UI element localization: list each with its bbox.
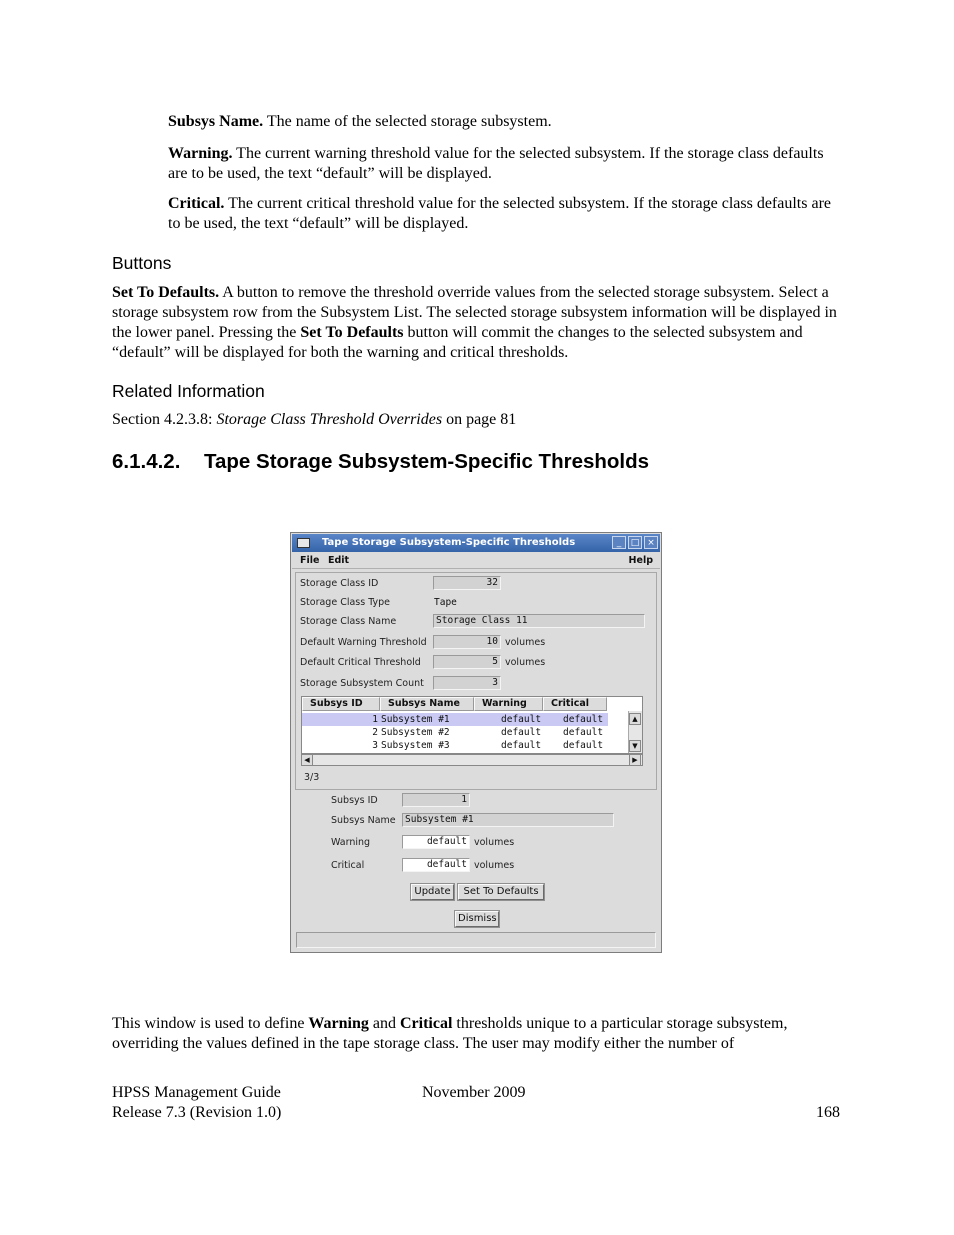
set-to-defaults-button[interactable]: Set To Defaults (458, 884, 544, 900)
storage-class-id-field: 32 (433, 576, 501, 590)
table-row[interactable]: 2 Subsystem #2 default default (372, 727, 604, 738)
subsys-name-field: Subsystem #1 (402, 813, 614, 827)
row-count: 3/3 (304, 772, 320, 783)
table-row[interactable]: 1 Subsystem #1 default default (302, 713, 608, 726)
footer-date: November 2009 (422, 1084, 526, 1101)
dismiss-button[interactable]: Dismiss (455, 911, 499, 927)
subsys-name-label: Subsys Name (331, 815, 396, 826)
window-title: Tape Storage Subsystem-Specific Thresholds (322, 537, 576, 548)
status-bar (296, 932, 656, 948)
critical-unit: volumes (474, 860, 515, 871)
column-header-subsys-id[interactable]: Subsys ID (302, 697, 380, 711)
column-header-subsys-name[interactable]: Subsys Name (380, 697, 474, 711)
scroll-up-icon[interactable]: ▲ (629, 713, 641, 725)
menu-edit[interactable]: Edit (328, 555, 350, 566)
scroll-left-icon[interactable]: ◀ (301, 754, 313, 766)
subsys-id-label: Subsys ID (331, 795, 378, 806)
set-to-defaults-description: Set To Defaults. A button to remove the threshold override values from the selected storage subsystem. Select a storage subsystem row from the Subsystem List. The selected storage subsystem information will be displayed in the lower panel. Pressing the Set To Defaults button will commit the changes to the selected subsystem and “default” will be displayed for both the warning and critical thresholds. (112, 284, 837, 361)
section-heading: 6.1.4.2. Tape Storage Subsystem-Specific Thresholds (112, 450, 650, 473)
default-warning-label: Default Warning Threshold (300, 637, 427, 648)
column-header-warning[interactable]: Warning (474, 697, 543, 711)
column-header-critical[interactable]: Critical (543, 697, 607, 711)
critical-input[interactable]: default (402, 858, 470, 872)
default-warning-field: 10 (433, 635, 501, 649)
page-number: 168 (816, 1104, 840, 1121)
warning-label: Warning (331, 837, 371, 848)
table-vertical-scrollbar[interactable] (628, 711, 642, 753)
def-critical: Critical. The current critical threshold value for the selected subsystem. If the storage class defaults are to be used, the text “default” will be displayed. (168, 195, 832, 232)
minimize-icon[interactable]: _ (612, 536, 626, 549)
def-subsys-name: Subsys Name. The name of the selected storage subsystem. (168, 113, 552, 130)
footer-release: Release 7.3 (Revision 1.0) (112, 1104, 282, 1121)
warning-unit: volumes (474, 837, 515, 848)
maximize-icon[interactable]: □ (628, 536, 642, 549)
def-warning: Warning. The current warning threshold value for the selected subsystem. If the storage class defaults are to be used, the text “default” will be displayed. (168, 145, 824, 182)
related-information-heading: Related Information (112, 381, 265, 401)
window-titlebar (292, 534, 660, 552)
window-description: This window is used to define Warning and Critical thresholds unique to a particular storage subsystem, overriding the values defined in the tape storage class. The user may modify either the number of (112, 1015, 788, 1052)
subsystem-count-field: 3 (433, 676, 501, 690)
update-button[interactable]: Update (411, 884, 454, 900)
subsys-id-field: 1 (402, 793, 470, 807)
default-critical-label: Default Critical Threshold (300, 657, 421, 668)
default-warning-unit: volumes (505, 637, 546, 648)
scroll-down-icon[interactable]: ▼ (629, 740, 641, 752)
thresholds-window (290, 532, 662, 953)
storage-class-name-label: Storage Class Name (300, 616, 397, 627)
buttons-heading: Buttons (112, 253, 172, 273)
menu-bar (292, 553, 660, 569)
table-horizontal-scrollbar[interactable] (301, 754, 643, 766)
storage-class-name-field: Storage Class 11 (433, 614, 645, 628)
menu-help[interactable]: Help (628, 555, 653, 566)
default-critical-field: 5 (433, 655, 501, 669)
storage-class-id-label: Storage Class ID (300, 578, 379, 589)
footer-guide-title: HPSS Management Guide (112, 1084, 281, 1101)
window-menu-icon[interactable] (297, 538, 310, 548)
storage-class-type-label: Storage Class Type (300, 597, 391, 608)
critical-label: Critical (331, 860, 365, 871)
scroll-right-icon[interactable]: ▶ (629, 754, 641, 766)
subsystem-table (301, 696, 643, 754)
related-reference: Section 4.2.3.8: Storage Class Threshold Overrides on page 81 (112, 411, 517, 428)
storage-class-type-value: Tape (434, 597, 457, 608)
subsystem-count-label: Storage Subsystem Count (300, 678, 424, 689)
close-icon[interactable]: × (644, 536, 658, 549)
default-critical-unit: volumes (505, 657, 546, 668)
table-row[interactable]: 3 Subsystem #3 default default (372, 740, 604, 751)
warning-input[interactable]: default (402, 835, 470, 849)
menu-file[interactable]: File (300, 555, 320, 566)
